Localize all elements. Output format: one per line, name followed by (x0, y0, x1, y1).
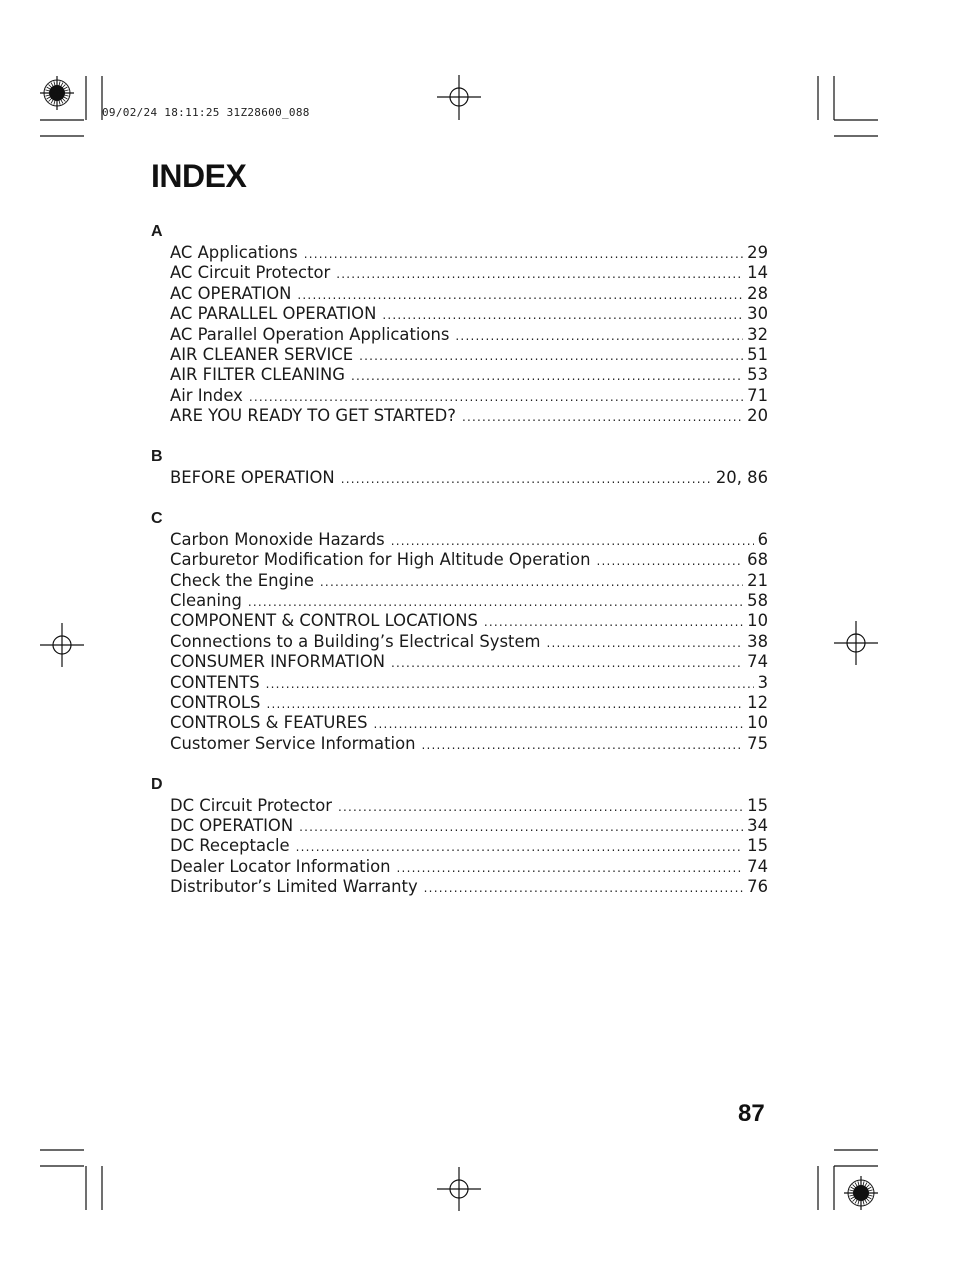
entry-label: Connections to a Building’s Electrical System (170, 631, 541, 651)
entry-page: 71 (747, 385, 768, 405)
entry-label: DC Receptacle (170, 836, 290, 856)
entry-label: Carbon Monoxide Hazards (170, 529, 385, 549)
entry-label: CONSUMER INFORMATION (170, 652, 386, 672)
index-entry (151, 836, 768, 856)
entry-page: 15 (747, 795, 768, 815)
dot-leader (248, 592, 743, 612)
index-entry (151, 386, 768, 406)
entry-label: Distributor’s Limited Warranty (170, 877, 418, 897)
entry-label: COMPONENT & CONTROL LOCATIONS (170, 611, 478, 631)
entry-page: 15 (747, 836, 768, 856)
index-entry (151, 816, 768, 836)
index-entry (151, 304, 768, 324)
index-entry (151, 530, 768, 550)
entry-page: 21 (747, 570, 768, 590)
entry-page: 28 (747, 283, 768, 303)
entry-label: Carburetor Modification for High Altitude Operation (170, 550, 591, 570)
entry-label: AIR FILTER CLEANING (170, 365, 345, 385)
index-entry (151, 796, 768, 816)
index-section-d (151, 773, 768, 898)
entry-page: 74 (747, 856, 768, 876)
page-number: 87 (738, 1100, 765, 1127)
index-entry (151, 406, 768, 426)
crosshair-top-center (437, 75, 481, 120)
dot-leader (424, 878, 743, 898)
dot-leader (462, 407, 743, 427)
entry-label: AC PARALLEL OPERATION (170, 304, 377, 324)
dot-leader (391, 531, 754, 551)
dot-leader (320, 572, 743, 592)
entry-page: 3 (757, 672, 768, 692)
entry-label: Cleaning (170, 591, 242, 611)
entry-label: ARE YOU READY TO GET STARTED? (170, 406, 456, 426)
entry-page: 51 (747, 344, 768, 364)
entry-label: Check the Engine (170, 570, 314, 590)
entry-page: 20 (747, 406, 768, 426)
index-entry (151, 632, 768, 652)
section-letter: D (151, 775, 163, 793)
entry-page: 74 (747, 652, 768, 672)
entry-label: DC OPERATION (170, 816, 294, 836)
entry-page: 6 (757, 529, 768, 549)
entry-page: 29 (747, 243, 768, 262)
index-entry (151, 591, 768, 611)
dot-leader (359, 346, 743, 366)
crosshair-bottom-center (437, 1167, 481, 1211)
entry-page: 75 (747, 733, 768, 753)
entry-label: BEFORE OPERATION (170, 468, 335, 488)
dot-leader (249, 387, 743, 407)
crosshair-middle-left (40, 623, 84, 667)
entry-page: 14 (747, 263, 768, 283)
index-entry (151, 468, 768, 488)
dot-leader (484, 612, 743, 632)
dot-leader (341, 469, 712, 489)
entry-label: Customer Service Information (170, 733, 416, 753)
entry-label: Dealer Locator Information (170, 856, 391, 876)
dot-leader (297, 285, 743, 305)
section-letter: A (151, 223, 163, 240)
section-letter: B (151, 448, 163, 466)
entry-page: 53 (747, 365, 768, 385)
dot-leader (338, 797, 743, 817)
section-letter: C (151, 509, 163, 527)
entry-page: 68 (747, 550, 768, 570)
dot-leader (596, 551, 743, 571)
entry-label: CONTENTS (170, 672, 260, 692)
index-entry (151, 550, 768, 570)
entry-label: DC Circuit Protector (170, 795, 332, 815)
crosshair-middle-right (834, 621, 878, 665)
dot-leader (397, 858, 744, 878)
dot-leader (382, 305, 743, 325)
index-entry (151, 693, 768, 713)
entry-page: 38 (747, 631, 768, 651)
dot-leader (299, 817, 743, 837)
dot-leader (304, 244, 743, 264)
dot-leader (266, 674, 754, 694)
entry-page: 30 (747, 304, 768, 324)
index-entry (151, 571, 768, 591)
entry-label: AC Applications (170, 243, 298, 262)
entry-label: Air Index (170, 385, 243, 405)
index-section-c (151, 507, 768, 754)
registration-target-bottom-right (844, 1176, 878, 1210)
entry-page: 10 (747, 713, 768, 733)
entry-page: 10 (747, 611, 768, 631)
dot-leader (336, 264, 743, 284)
dot-leader (455, 326, 743, 346)
index-entry (151, 263, 768, 283)
entry-page: 20, 86 (715, 468, 768, 488)
dot-leader (391, 653, 743, 673)
entry-label: AC OPERATION (170, 283, 292, 303)
index-entry (151, 652, 768, 672)
entry-page: 58 (747, 591, 768, 611)
index-entry (151, 611, 768, 631)
entry-label: AC Circuit Protector (170, 263, 331, 283)
index-entry (151, 325, 768, 345)
index-entry (151, 673, 768, 693)
dot-leader (422, 735, 744, 755)
index-entry (151, 345, 768, 365)
index-entry (151, 243, 768, 263)
entry-page: 12 (747, 693, 768, 713)
entry-page: 76 (747, 877, 768, 897)
index-entry (151, 365, 768, 385)
entry-label: AIR CLEANER SERVICE (170, 344, 354, 364)
entry-label: AC Parallel Operation Applications (170, 324, 450, 344)
index-entry (151, 713, 768, 733)
entry-label: CONTROLS & FEATURES (170, 713, 368, 733)
entry-label: CONTROLS (170, 693, 261, 713)
page-title: INDEX (151, 158, 247, 194)
entry-page: 34 (747, 816, 768, 836)
index-section-a (151, 220, 768, 427)
registration-target-top-left (40, 76, 74, 110)
dot-leader (547, 633, 744, 653)
print-stamp: 09/02/24 18:11:25 31Z28600_088 (102, 106, 310, 119)
index-entry (151, 857, 768, 877)
index-section-b (151, 445, 768, 488)
index-list (151, 220, 768, 916)
index-entry (151, 284, 768, 304)
entry-page: 32 (747, 324, 768, 344)
dot-leader (374, 714, 744, 734)
dot-leader (351, 366, 743, 386)
dot-leader (266, 694, 743, 714)
index-entry (151, 877, 768, 897)
index-entry (151, 734, 768, 754)
dot-leader (296, 837, 744, 857)
